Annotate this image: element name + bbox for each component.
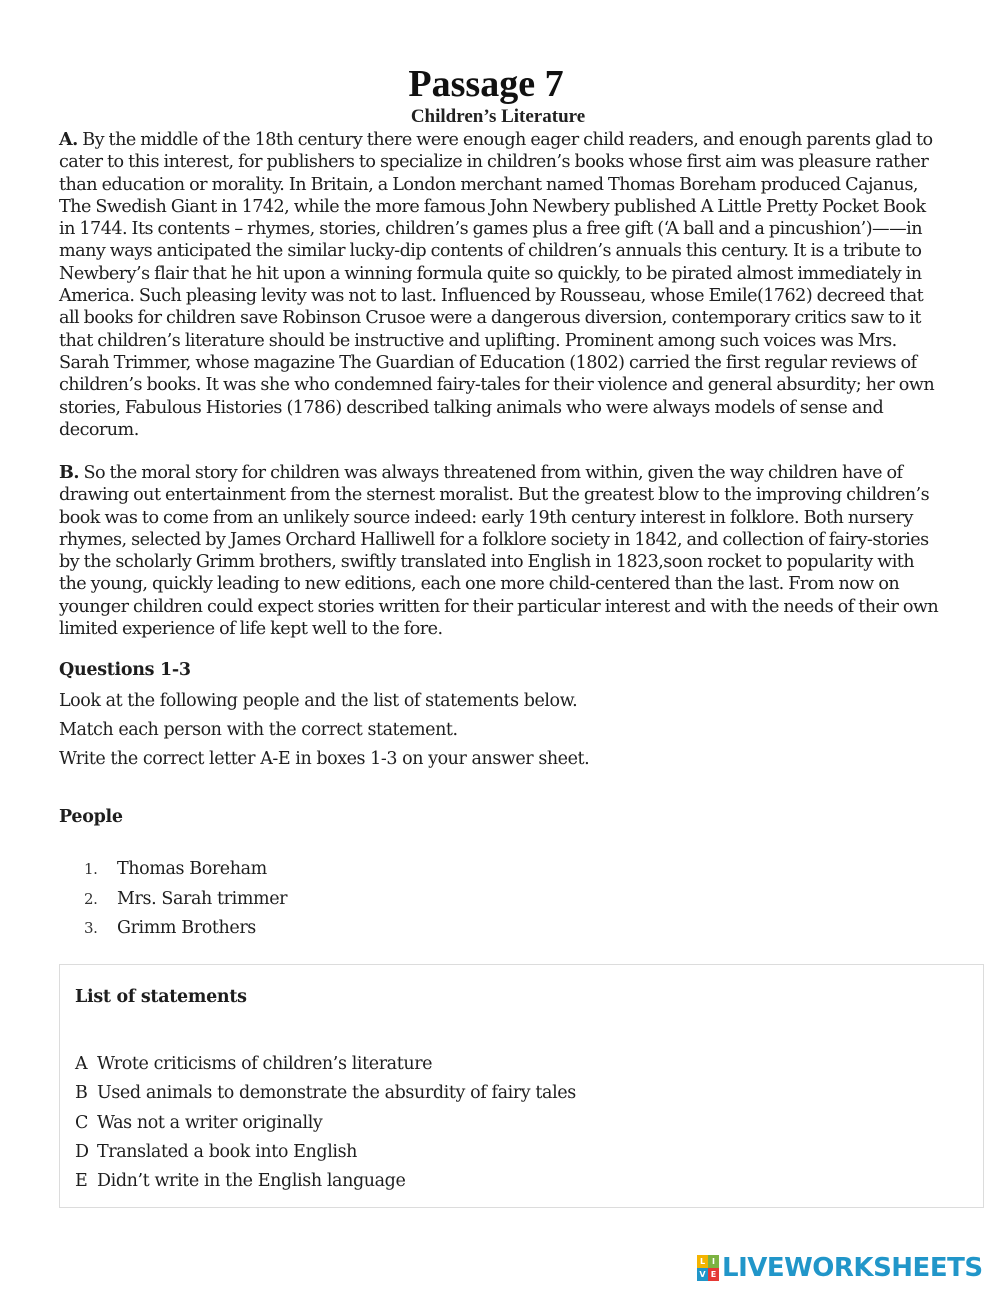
statement-text: Didn’t write in the English language [97,1171,406,1191]
page-subtitle: Children’s Literature [410,106,586,127]
paragraph-b-text: So the moral story for children was always threatened from within, given the way children have of drawing out entertainment from the sternest moralist. But the greatest blow to the improving children’s book was to come from an unlikely source indeed: early 19th century interest in folklore. Both nursery rhymes, selected by James Orchard Halliwell for a folklore society in 1842, and collection of fairy-stories by the scholarly Grimm brothers, swiftly translated into English in 1823,soon rocket to popularity with the young, quickly leading to new editions, each one more child-centered than the last. From now on younger children could expect stories written for their particular interest and with the needs of their own limited experience of life kept well to the fore. [59,463,939,640]
statement-letter: D [75,1142,89,1162]
paragraph-a-text: By the middle of the 18th century there were enough eager child readers, and enough parents glad to cater to this interest, for publishers to specialize in children’s books whose first aim was pleasure rather than education or morality. In Britain, a London merchant named Thomas Boreham produced Cajanus, The Swedish Giant in 1742, while the more famous John Newbery published A Little Pretty Pocket Book in 1744. Its contents – rhymes, stories, children’s games plus a free gift (‘A ball and a pincushion’)——in many ways anticipated the similar lucky-dip contents of children’s annuals this century. It is a tribute to Newbery’s flair that he hit upon a winning formula quite so quickly, to be pirated almost immediately in America. Such pleasing levity was not to last. Influenced by Rousseau, whose Emile(1762) decreed that all books for children save Robinson Crusoe were a dangerous diversion, contemporary critics saw to it that children’s literature should be instructive and uplifting. Prominent among such voices was Mrs. Sarah Trimmer, whose magazine The Guardian of Education (1802) carried the first regular reviews of children’s books. It was she who condemned fairy-tales for their violence and general absurdity; her own stories, Fabulous Histories (1786) described talking animals who were always models of sense and decorum. [59,130,935,440]
list-item-number: 2. [84,889,98,908]
people-heading: People [59,807,123,827]
person-name: Grimm Brothers [117,918,256,938]
statement-item [75,1112,322,1134]
people-list [84,858,287,947]
list-item [84,917,287,947]
logo-letter: I [708,1255,719,1268]
statement-item [75,1082,576,1104]
statement-text: Translated a book into English [97,1142,358,1162]
list-item-number: 1. [84,860,98,878]
logo-letter: L [697,1255,708,1268]
instruction-line: Match each person with the correct statement. [59,720,458,740]
instruction-line: Write the correct letter A-E in boxes 1-3 on your answer sheet. [59,749,590,769]
statements-heading: List of statements [75,987,247,1007]
statement-letter: B [75,1083,88,1103]
logo-letter: E [708,1268,719,1281]
statement-letter: E [75,1171,88,1191]
statement-item [75,1141,357,1163]
person-name: Mrs. Sarah trimmer [117,888,288,909]
statement-text: Was not a writer originally [97,1113,323,1133]
paragraph-a-label: A. [59,129,78,150]
brand-name: LIVEWORKSHEETS [722,1253,983,1283]
paragraph-b [59,462,939,640]
paragraph-b-label: B. [59,462,79,483]
page-title: Passage 7 [408,63,564,105]
list-item-number: 3. [84,919,98,937]
instruction-line: Look at the following people and the list of statements below. [59,691,578,711]
questions-heading: Questions 1-3 [59,660,191,680]
liveworksheets-logo-icon [697,1255,719,1281]
statement-letter: C [75,1113,88,1133]
statement-item [75,1053,432,1075]
person-name: Thomas Boreham [117,859,267,879]
statements-box [59,964,984,1208]
statement-item [75,1170,405,1192]
statement-text: Wrote criticisms of children’s literature [97,1054,433,1074]
liveworksheets-brand [697,1253,983,1283]
statement-letter: A [75,1054,88,1074]
logo-letter: V [697,1268,708,1281]
list-item [84,858,287,888]
statement-text: Used animals to demonstrate the absurdity of fairy tales [97,1083,576,1103]
list-item [84,888,287,918]
paragraph-a [59,129,939,441]
